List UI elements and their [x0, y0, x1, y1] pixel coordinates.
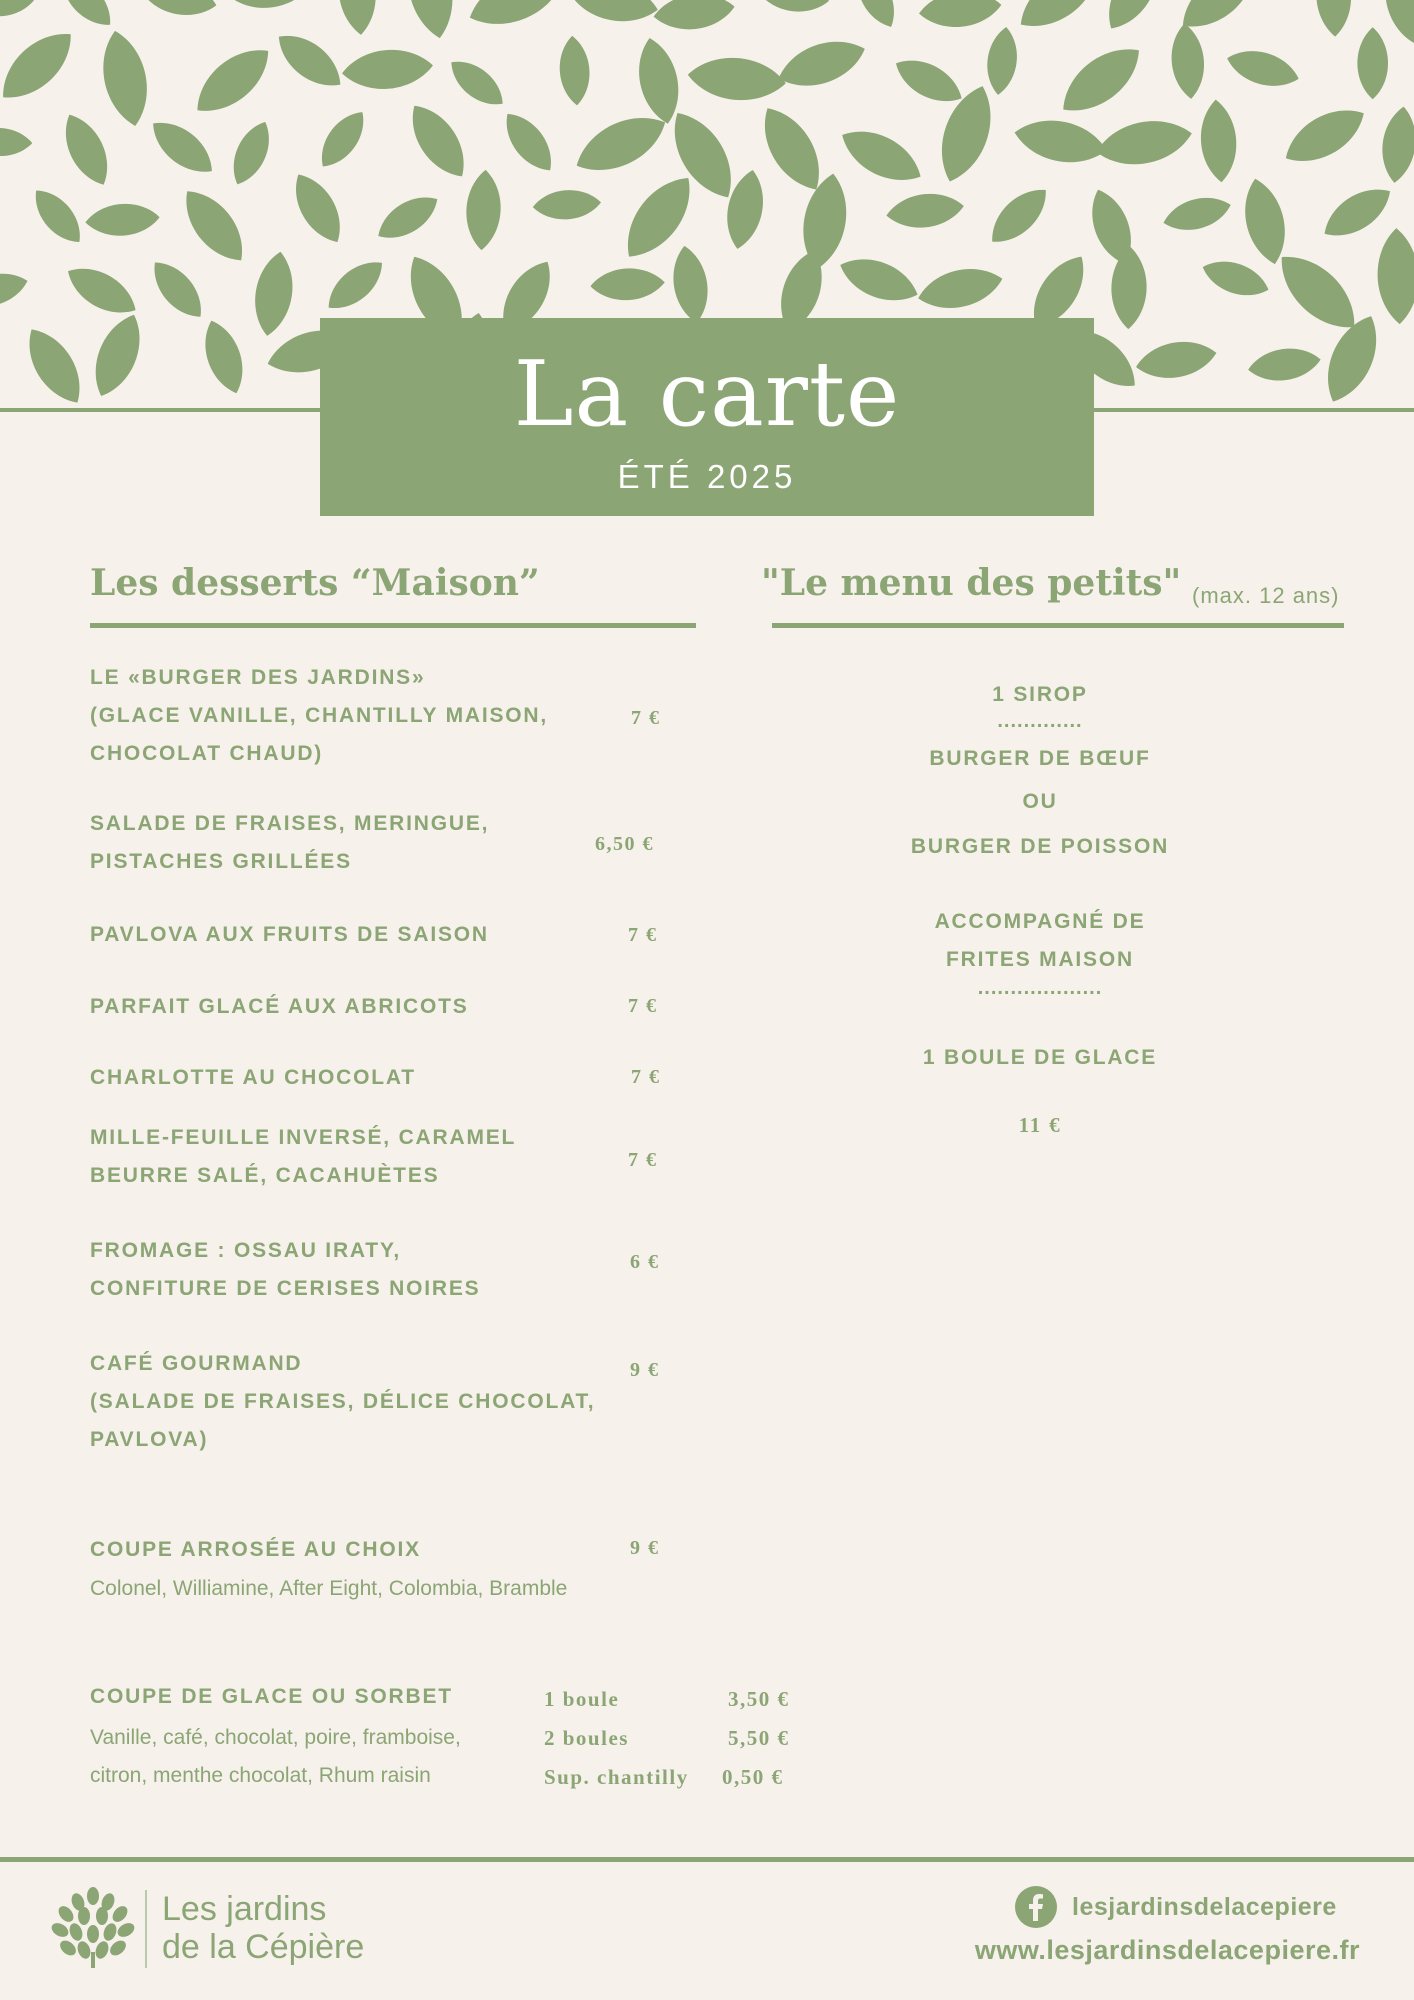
leaf-shape	[138, 0, 220, 21]
leaf-shape	[249, 249, 298, 339]
leaf-shape	[1246, 344, 1323, 385]
kids-or: OU	[1022, 790, 1058, 813]
dessert-detail: Colonel, Williamine, After Eight, Colombia, Bramble	[90, 1577, 568, 1600]
leaf-shape	[0, 127, 33, 157]
ice-cream-flavors: Vanille, café, chocolat, poire, framboise, citron, menthe chocolat, Rhum raisin	[90, 1726, 461, 1787]
kids-side-2: FRITES MAISON	[946, 948, 1134, 971]
leaf-shape	[833, 118, 929, 193]
tree-logo-icon	[50, 1886, 136, 1968]
ice-cream-option-price: 3,50 €	[728, 1687, 790, 1711]
page-subtitle: ÉTÉ 2025	[617, 458, 797, 495]
leaf-shape	[60, 257, 144, 325]
leaf-shape	[668, 243, 713, 325]
leaf-shape	[1357, 27, 1388, 99]
dessert-price: 7 €	[631, 1066, 661, 1088]
kids-dessert: 1 BOULE DE GLACE	[922, 1046, 1158, 1069]
ice-cream-title: COUPE DE GLACE OU SORBET	[90, 1685, 453, 1708]
leaf-shape	[917, 0, 1003, 31]
kids-menu-price: 11 €	[1018, 1113, 1062, 1137]
leaf-shape	[566, 0, 662, 29]
leaf-shape	[1160, 191, 1235, 238]
leaf-shape	[1169, 22, 1208, 100]
leaf-shape	[370, 187, 445, 249]
leaf-shape	[1198, 98, 1239, 183]
kids-separator: ...................	[977, 977, 1103, 999]
page-title: La carte	[513, 342, 901, 447]
leaf-shape	[590, 267, 666, 302]
leaf-shape	[686, 54, 788, 104]
leaf-shape	[1237, 175, 1293, 269]
leaf-shape	[335, 0, 379, 36]
leaf-shape	[143, 253, 212, 327]
leaf-shape	[55, 107, 119, 192]
leaf-shape	[756, 0, 832, 16]
facebook-handle[interactable]: lesjardinsdelacepiere	[1072, 1893, 1337, 1921]
kids-menu-title: "Le menu des petits"	[761, 562, 1182, 604]
leaf-shape	[495, 105, 562, 180]
title-banner	[320, 318, 1094, 516]
leaf-shape	[1133, 336, 1219, 384]
leaf-shape	[0, 0, 35, 18]
leaf-shape	[1376, 227, 1414, 324]
dessert-item: PAVLOVA AUX FRUITS DE SAISON	[90, 923, 489, 946]
leaf-shape	[0, 20, 84, 112]
leaf-shape	[269, 24, 351, 98]
leaf-shape	[1096, 0, 1170, 38]
leaf-shape	[984, 25, 1021, 96]
leaf-shape	[400, 0, 461, 42]
leaf-shape	[1223, 43, 1303, 94]
leaf-shape	[196, 315, 252, 398]
dessert-price: 9 €	[630, 1537, 660, 1559]
leaf-shape	[1378, 105, 1414, 185]
leaf-shape	[284, 166, 352, 250]
dessert-item: FROMAGE : OSSAU IRATY, CONFITURE DE CERISES NOIRES	[90, 1239, 481, 1300]
leaf-shape	[16, 320, 93, 410]
dessert-item: MILLE-FEUILLE INVERSÉ, CARAMEL BEURRE SALÉ, CACAHUÈTES	[90, 1126, 517, 1187]
leaf-shape	[1198, 253, 1273, 304]
leaf-shape	[0, 266, 31, 313]
leaf-shape	[1316, 177, 1399, 247]
leaf-shape	[84, 308, 151, 403]
leaf-shape	[557, 35, 591, 106]
leaf-shape	[319, 252, 391, 319]
dessert-item: CAFÉ GOURMAND (SALADE DE FRAISES, DÉLICE CHOCOLAT, PAVLOVA)	[90, 1352, 596, 1451]
leaf-shape	[340, 46, 434, 93]
leaf-shape	[173, 180, 256, 272]
dessert-price: 7 €	[628, 1149, 658, 1171]
leaf-shape	[225, 0, 312, 12]
kids-menu-age-note: (max. 12 ans)	[1192, 583, 1340, 608]
website-link[interactable]: www.lesjardinsdelacepiere.fr	[974, 1935, 1360, 1965]
leaf-shape	[889, 49, 970, 112]
leaf-shape	[224, 116, 278, 190]
brand-name: Les jardins de la Cépière	[162, 1890, 365, 1966]
leaf-shape	[95, 27, 156, 131]
dessert-price: 7 €	[628, 924, 658, 946]
leaf-shape	[52, 0, 120, 35]
desserts-title: Les desserts “Maison”	[90, 562, 540, 604]
leaf-shape	[464, 169, 502, 251]
leaf-shape	[1011, 113, 1110, 170]
dessert-price: 9 €	[630, 1359, 660, 1381]
leaf-shape	[884, 189, 965, 231]
kids-main-2: BURGER DE POISSON	[910, 835, 1170, 858]
kids-drink: 1 SIROP	[992, 683, 1088, 706]
leaf-shape	[311, 104, 374, 175]
desserts-rule	[90, 623, 696, 628]
leaf-shape	[84, 201, 160, 238]
leaf-shape	[847, 0, 904, 33]
facebook-icon[interactable]	[1015, 1886, 1057, 1928]
dessert-item: PARFAIT GLACÉ AUX ABRICOTS	[90, 995, 469, 1018]
ice-cream-option-price: 5,50 €	[728, 1726, 790, 1750]
dessert-item: LE «BURGER DES JARDINS» (GLACE VANILLE, CHANTILLY MAISON, CHOCOLAT CHAUD)	[90, 666, 549, 765]
leaf-shape	[1315, 0, 1353, 37]
leaf-shape	[143, 111, 222, 184]
dessert-price: 7 €	[628, 995, 658, 1017]
leaf-shape	[1009, 0, 1108, 41]
leaf-shape	[1051, 34, 1152, 125]
leaf-shape	[443, 51, 512, 114]
leaf-shape	[399, 96, 477, 187]
dessert-item: COUPE ARROSÉE AU CHOIX	[90, 1538, 421, 1561]
kids-side-1: ACCOMPAGNÉ DE	[934, 910, 1146, 933]
footer-divider	[0, 1857, 1414, 1862]
leaf-shape	[1092, 113, 1195, 172]
kids-menu-rule	[772, 623, 1344, 628]
leaf-shape	[651, 0, 736, 34]
dessert-price: 6 €	[630, 1251, 660, 1273]
leaf-shape	[532, 188, 602, 222]
leaf-shape	[462, 0, 572, 37]
leaf-shape	[772, 31, 871, 97]
ice-cream-option-label: Sup. chantilly	[544, 1765, 689, 1789]
logo-separator	[145, 1890, 147, 1968]
ice-cream-option-price: 0,50 €	[722, 1765, 784, 1789]
leaf-shape	[981, 179, 1056, 253]
leaf-shape	[834, 249, 924, 312]
dessert-item: CHARLOTTE AU CHOCOLAT	[90, 1066, 416, 1089]
leaf-shape	[25, 181, 90, 251]
dessert-price: 6,50 €	[595, 833, 654, 855]
kids-separator: .............	[997, 710, 1083, 732]
leaf-shape	[185, 36, 281, 125]
kids-main-1: BURGER DE BŒUF	[929, 747, 1151, 770]
dessert-price: 7 €	[631, 707, 661, 729]
leaf-shape	[1276, 97, 1373, 175]
dessert-item: SALADE DE FRAISES, MERINGUE, PISTACHES GRILLÉES	[90, 812, 490, 873]
ice-cream-option-label: 1 boule	[544, 1687, 620, 1711]
ice-cream-option-label: 2 boules	[544, 1726, 629, 1750]
leaf-shape	[914, 261, 1006, 316]
